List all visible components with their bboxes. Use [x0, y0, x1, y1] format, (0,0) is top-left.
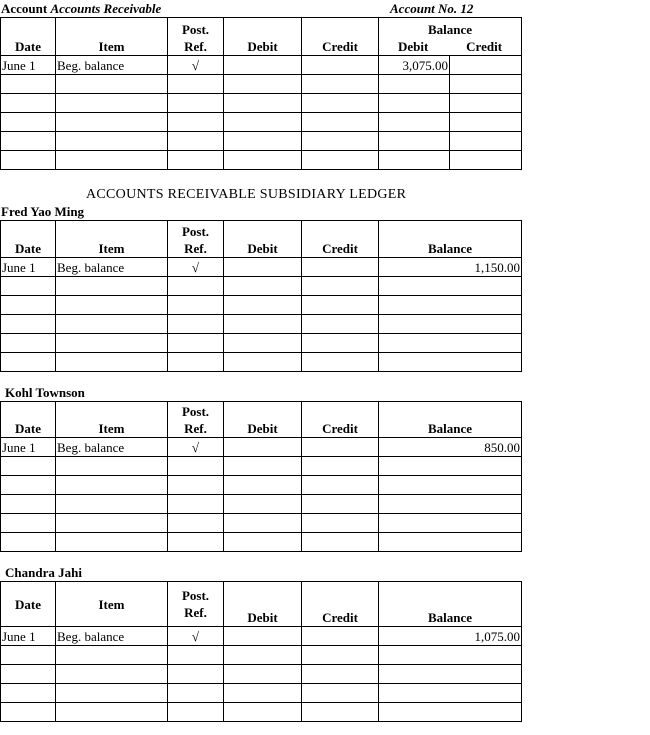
customer-name-1: Fred Yao Ming: [1, 204, 85, 219]
table-row: [1, 56, 522, 75]
col-credit: Credit: [302, 18, 379, 56]
customer-ledger-table-3: [0, 581, 522, 722]
table-row: [1, 438, 522, 457]
table-row: [1, 334, 522, 353]
row-date: June 1: [1, 56, 56, 75]
table-row: [1, 151, 522, 170]
row-item: Beg. balance: [56, 438, 168, 457]
row-post-ref: √: [168, 438, 224, 457]
table-row: [1, 533, 522, 552]
col-post-ref: Post. Ref.: [168, 18, 224, 56]
col-balance-debit: Debit: [397, 39, 429, 54]
row-credit[interactable]: [302, 56, 379, 75]
col-balance-credit: Credit: [466, 39, 503, 54]
table-row: [1, 94, 522, 113]
subsidiary-ledger-title: ACCOUNTS RECEIVABLE SUBSIDIARY LEDGER: [86, 187, 407, 202]
row-post-ref: √: [168, 56, 224, 75]
row-item: Beg. balance: [56, 56, 168, 75]
row-debit[interactable]: [224, 56, 302, 75]
row-balance-credit[interactable]: [450, 56, 522, 75]
customer-header-row: Date Item Post. Ref. Debit Credit Balance: [1, 582, 522, 627]
row-balance: 850.00: [379, 438, 522, 457]
table-row: [1, 514, 522, 533]
table-row: [1, 296, 522, 315]
table-row: [1, 132, 522, 151]
general-header-row: [1, 18, 522, 56]
customer-header-row: Date Item Post. Ref. Debit Credit Balance: [1, 402, 522, 438]
row-post-ref: √: [168, 627, 224, 646]
row-date: June 1: [1, 438, 56, 457]
table-row: [1, 258, 522, 277]
row-balance: 1,150.00: [379, 258, 522, 277]
table-row: [1, 315, 522, 334]
row-date: June 1: [1, 627, 56, 646]
customer-header-row: Date Item Post. Ref. Debit Credit Balance: [1, 221, 522, 258]
table-row: [1, 665, 522, 684]
table-row: [1, 495, 522, 514]
row-post-ref: √: [168, 258, 224, 277]
row-balance: 1,075.00: [379, 627, 522, 646]
general-account-name: Accounts Receivable: [50, 1, 162, 16]
row-item: Beg. balance: [56, 627, 168, 646]
table-row: [1, 646, 522, 665]
general-account-title: Account Accounts Receivable: [1, 1, 162, 16]
customer-name-3: Chandra Jahi: [5, 565, 82, 580]
table-row: [1, 277, 522, 296]
general-ledger-table: [0, 17, 522, 170]
table-row: [1, 476, 522, 495]
row-item: Beg. balance: [56, 258, 168, 277]
col-debit: Debit: [224, 18, 302, 56]
col-item: Item: [56, 18, 168, 56]
customer-ledger-table-1: [0, 220, 522, 372]
general-account-number: Account No. 12: [390, 1, 474, 16]
table-row: [1, 113, 522, 132]
col-date: Date: [1, 18, 56, 56]
row-date: June 1: [1, 258, 56, 277]
table-row: [1, 353, 522, 372]
customer-name-2: Kohl Townson: [5, 385, 85, 400]
table-row: [1, 75, 522, 94]
row-balance-debit: 3,075.00: [379, 56, 450, 75]
col-balance: Balance Debit Credit: [379, 18, 522, 56]
table-row: [1, 703, 522, 722]
customer-ledger-table-2: [0, 401, 522, 552]
table-row: [1, 627, 522, 646]
table-row: [1, 684, 522, 703]
table-row: [1, 457, 522, 476]
